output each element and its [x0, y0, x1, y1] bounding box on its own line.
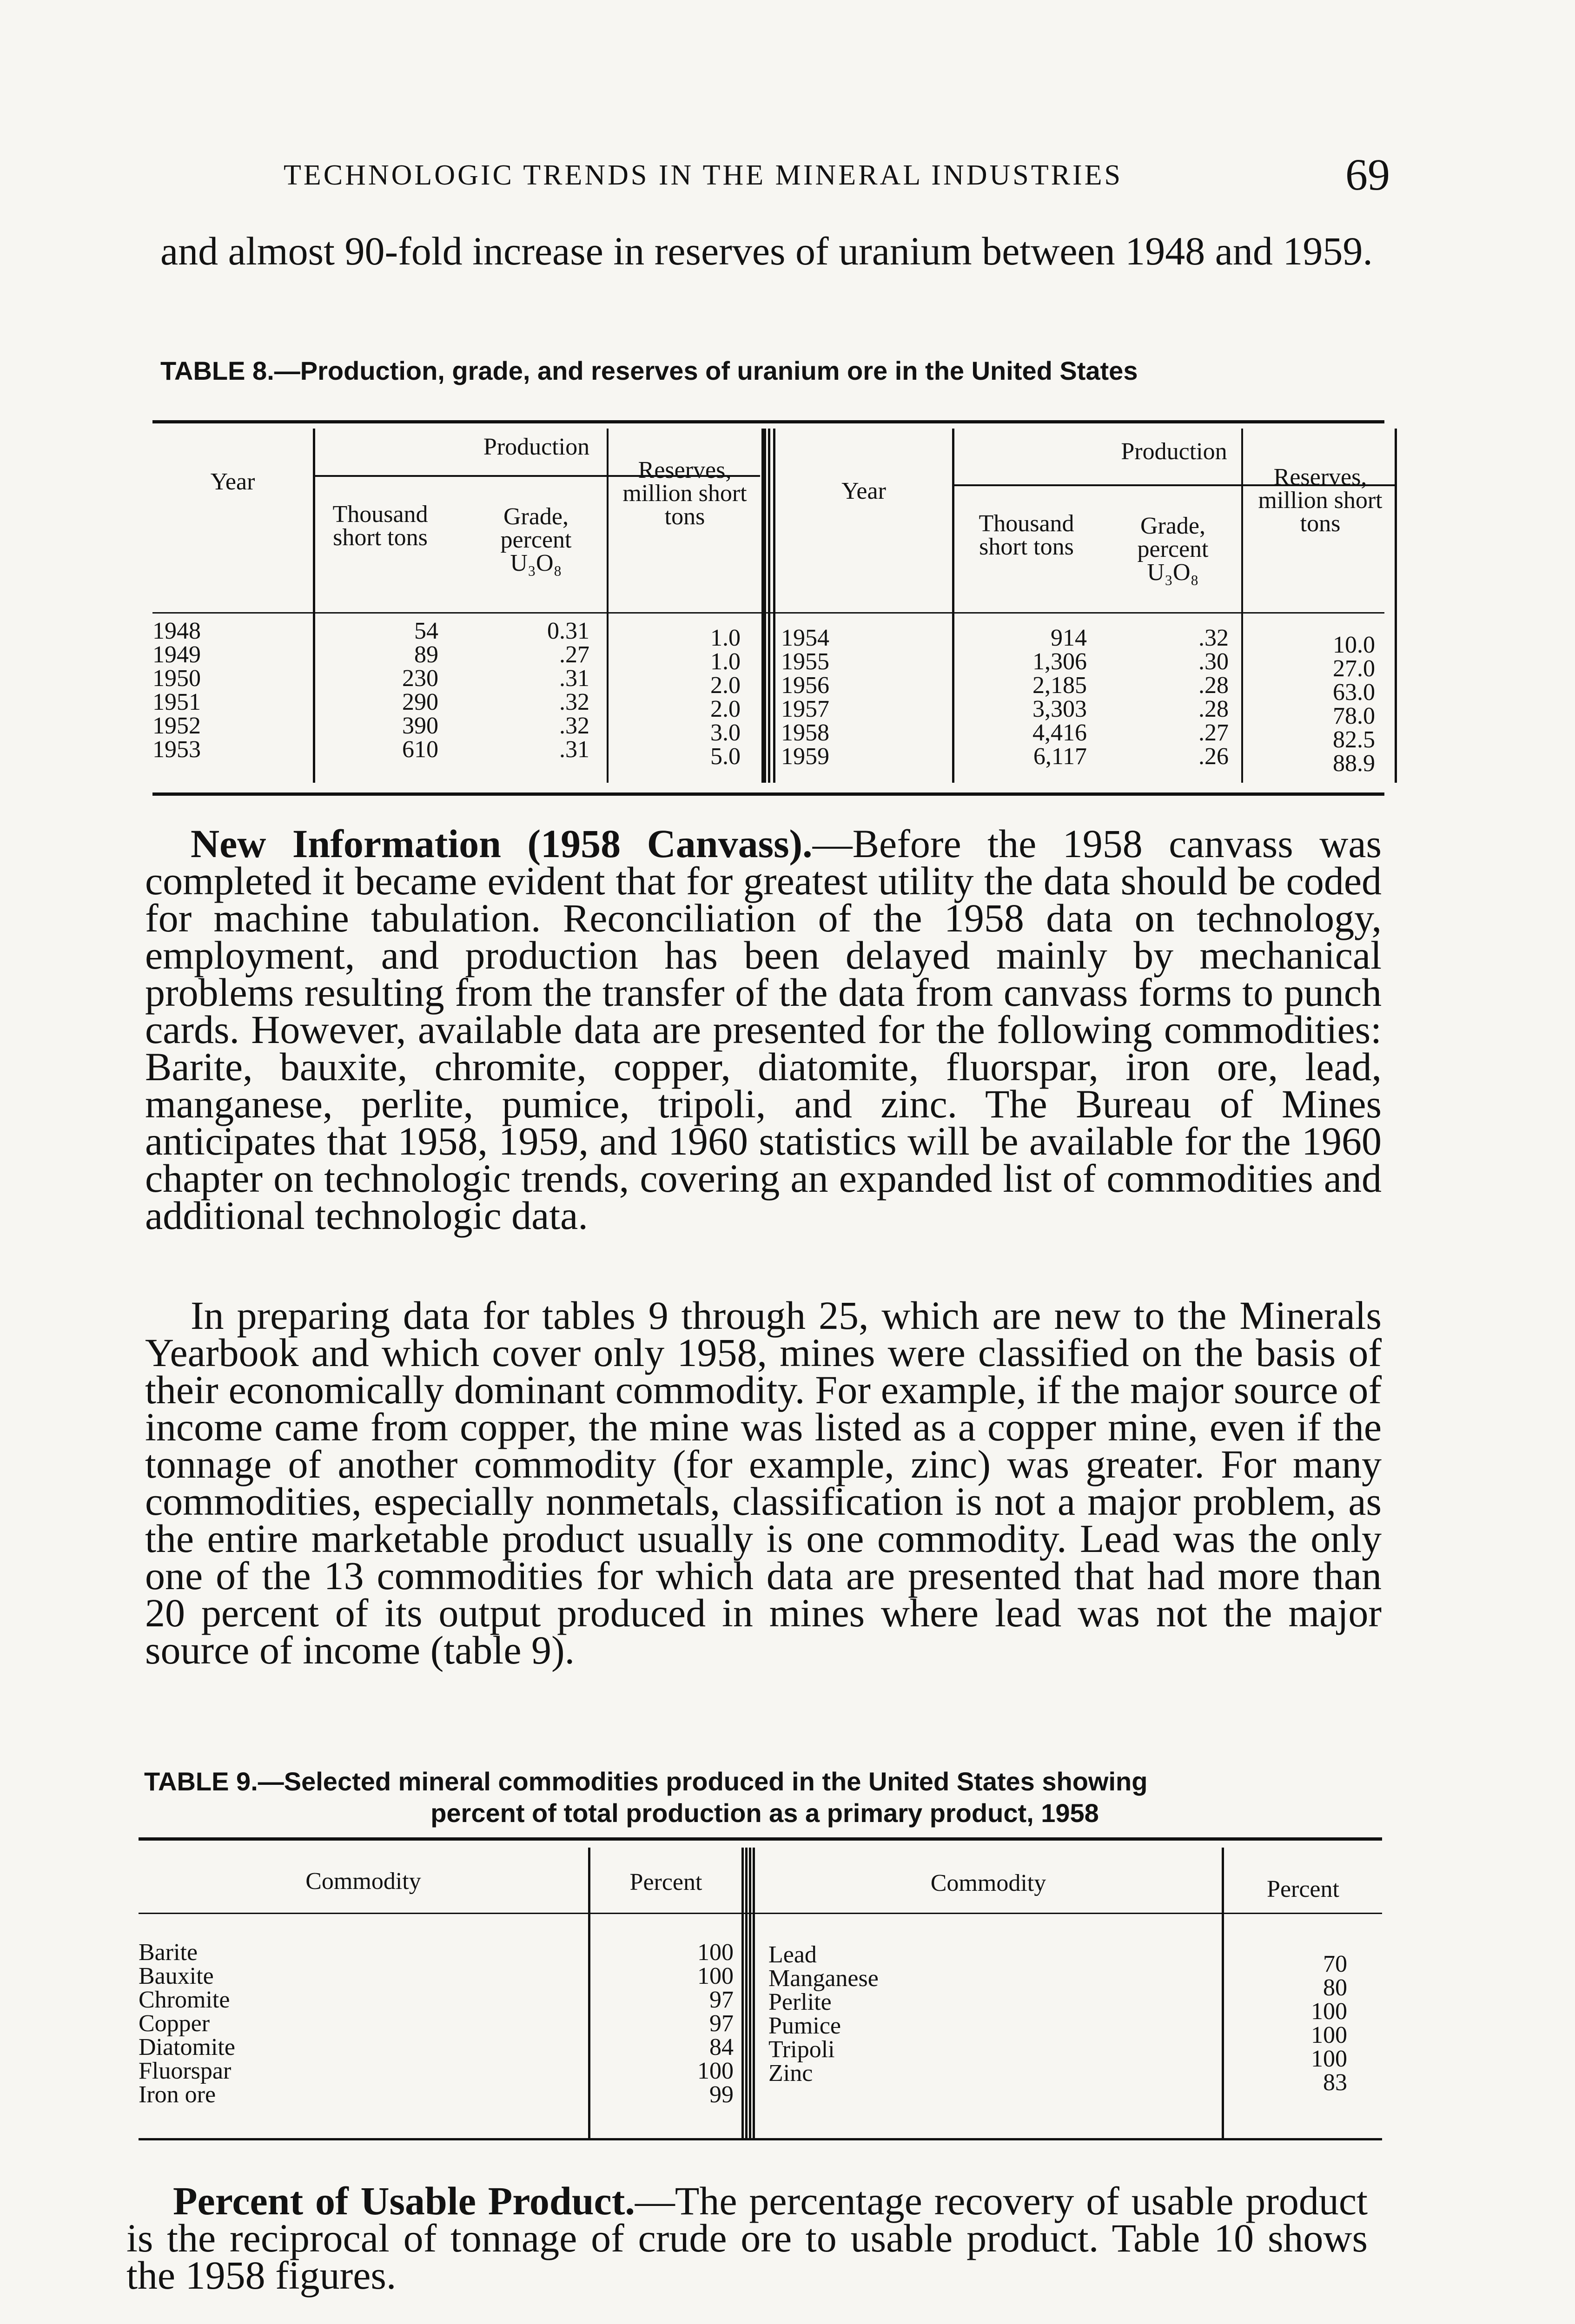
table-cell: .31: [559, 736, 589, 763]
table-row-year: 1958: [781, 720, 829, 746]
tables-paragraph: In preparing data for tables 9 through 25, which are new to the Minerals Yearbook and which cover only 1958, mines were classified on the basis of their economically dominant commodity. For example, if the major source of income came from copper, the mine was listed as a copper mine, even if the tonnage of another commodity (for example, zinc) was greater. For many commodities, especially nonmetals, classification is not a major problem, as the entire marketable product usually is one commodity. Lead was the only one of the 13 commodities for which data are presented that had more than 20 percent of its output produced in mines where lead was not the major source of income (table 9).: [145, 1293, 1382, 1672]
table-cell: .30: [1198, 648, 1229, 675]
table-row-commodity: Perlite: [768, 1989, 832, 2015]
table-cell: 88.9: [1333, 750, 1375, 777]
table-cell: 610: [402, 736, 438, 763]
table8-production-right: [985, 626, 1087, 768]
table-row-year: 1957: [781, 696, 829, 722]
table8-header-year-right: Year: [841, 478, 886, 504]
table-cell: 54: [414, 618, 438, 644]
table8-header-thousand-tons-left: Thousand short tons: [332, 501, 428, 551]
table-row-commodity: Manganese: [768, 1965, 879, 1992]
table-cell: 230: [402, 665, 438, 692]
table-row-year: 1952: [152, 713, 201, 739]
table-cell: 63.0: [1333, 679, 1375, 706]
table-cell: .26: [1198, 743, 1229, 770]
table-cell: 100: [697, 1963, 734, 1989]
table-cell: 2.0: [710, 672, 741, 699]
table-cell: 1.0: [710, 648, 741, 675]
table9-header-commodity-left: Commodity: [305, 1868, 421, 1895]
table-cell: 97: [709, 1987, 734, 2013]
table-cell: 82.5: [1333, 726, 1375, 753]
table-row-year: 1948: [152, 618, 201, 644]
table-row-commodity: Copper: [139, 2010, 210, 2037]
table8-reserves-left: [664, 626, 741, 768]
table-row-year: 1949: [152, 641, 201, 668]
table-cell: 100: [1311, 2046, 1347, 2072]
new-information-heading: New Information (1958 Canvass).: [191, 821, 813, 866]
table-row-year: 1956: [781, 672, 829, 699]
table-cell: 70: [1323, 1951, 1347, 1977]
table-row-year: 1954: [781, 625, 829, 651]
table-cell: 390: [402, 713, 438, 739]
table8-header-year-left: Year: [210, 469, 255, 495]
table-cell: 83: [1323, 2069, 1347, 2096]
table-cell: 290: [402, 689, 438, 715]
table-cell: .27: [1198, 720, 1229, 746]
table-row-year: 1955: [781, 648, 829, 675]
table-row-commodity: Chromite: [139, 1987, 230, 2013]
table-cell: 100: [1311, 2022, 1347, 2048]
table-row-commodity: Diatomite: [139, 2034, 235, 2060]
table-cell: 6,117: [1033, 743, 1087, 770]
table-row-year: 1959: [781, 743, 829, 770]
table-cell: .27: [559, 641, 589, 668]
table-row-year: 1953: [152, 736, 201, 763]
table-cell: 100: [697, 2058, 734, 2084]
table-cell: 84: [709, 2034, 734, 2060]
table-cell: 100: [697, 1939, 734, 1966]
table9-commodities-left: [139, 1941, 580, 2106]
table-row-commodity: Fluorspar: [139, 2058, 232, 2084]
table-cell: 5.0: [710, 743, 741, 770]
usable-product-heading: Percent of Usable Product.: [173, 2179, 635, 2223]
table9-percents-right: [1273, 1952, 1347, 2094]
table-cell: 80: [1323, 1974, 1347, 2001]
table9-header-percent-right: Percent: [1267, 1876, 1339, 1902]
table9-commodities-right: [768, 1943, 1215, 2085]
table9-percents-left: [650, 1941, 734, 2106]
table-row-commodity: Tripoli: [768, 2036, 835, 2063]
table-cell: .28: [1198, 672, 1229, 699]
usable-product-text: —The percentage recovery of usable product is the reciprocal of tonnage of crude ore to usable product. Table 10 shows the 1958 figures.: [126, 2179, 1368, 2298]
table-cell: .32: [559, 713, 589, 739]
table-cell: 78.0: [1333, 703, 1375, 729]
table-cell: .32: [1198, 625, 1229, 651]
table-cell: 3,303: [1032, 696, 1087, 722]
table8-header-production-left: Production: [483, 434, 590, 460]
new-information-paragraph: [145, 821, 1382, 1238]
table-cell: 2.0: [710, 696, 741, 722]
table-row-commodity: Lead: [768, 1941, 817, 1968]
table8-grade-left: [510, 619, 589, 761]
table8-grade-right: [1152, 626, 1229, 768]
table9-header-percent-left: Percent: [629, 1869, 702, 1895]
new-information-text: —Before the 1958 canvass was completed it became evident that for greatest utility the data should be coded for machine tabulation. Reconciliation of the 1958 data on technology, employment, and production has been delayed mainly by mechanical problems resulting from the transfer of the data from canvass forms to punch cards. However, available data are presented for the following commodities: Barite, bauxite, chromite, copper, diatomite, fluorspar, iron ore, lead, manganese, perlite, pumice, tripoli, and zinc. The Bureau of Mines anticipates that 1958, 1959, and 1960 statistics will be available for the 1960 chapter on technologic trends, covering an expanded list of commodities and additional technologic data.: [145, 821, 1382, 1238]
table-cell: 99: [709, 2081, 734, 2108]
table8-header-thousand-tons-right: Thousand short tons: [979, 510, 1074, 560]
table8-production-left: [352, 619, 438, 761]
table-cell: 914: [1051, 625, 1087, 651]
table-cell: 1,306: [1032, 648, 1087, 675]
table9-caption-line1: TABLE 9.—Selected mineral commodities produced in the United States showing: [144, 1767, 1148, 1796]
table8-header-production-right: Production: [1121, 438, 1227, 465]
table8-header-grade-right: Grade, percent U₃O₈: [1137, 513, 1209, 586]
table-cell: 3.0: [710, 720, 741, 746]
intro-paragraph: and almost 90-fold increase in reserves of uranium between 1948 and 1959.: [160, 229, 1373, 273]
table-cell: 0.31: [547, 618, 589, 644]
table8-years-left: [152, 619, 311, 761]
table-cell: 97: [709, 2010, 734, 2037]
table9-caption-line2: percent of total production as a primary product, 1958: [430, 1798, 1099, 1828]
table-cell: 27.0: [1333, 655, 1375, 682]
table-cell: 10.0: [1333, 632, 1375, 658]
table8: [152, 415, 1384, 796]
table8-years-right: [781, 626, 948, 768]
table-row-year: 1951: [152, 689, 201, 715]
running-title: TECHNOLOGIC TRENDS IN THE MINERAL INDUSTRIES: [284, 159, 1123, 191]
table-cell: .31: [559, 665, 589, 692]
table9: [139, 1834, 1382, 2140]
table8-header-reserves-right: Reserves, million short tons: [1258, 464, 1383, 537]
table9-header-commodity-right: Commodity: [930, 1870, 1046, 1896]
table8-caption: TABLE 8.—Production, grade, and reserves of uranium ore in the United States: [160, 356, 1138, 385]
table8-header-reserves-left: Reserves, million short tons: [622, 457, 747, 530]
table-row-commodity: Barite: [139, 1939, 198, 1966]
table-cell: 100: [1311, 1998, 1347, 2025]
page-number: 69: [1345, 150, 1390, 199]
table-row-year: 1950: [152, 665, 201, 692]
table-cell: 2,185: [1032, 672, 1087, 699]
running-header: [284, 149, 1390, 200]
table-row-commodity: Zinc: [768, 2060, 813, 2086]
table-cell: 1.0: [710, 625, 741, 651]
table-cell: .32: [559, 689, 589, 715]
table-row-commodity: Pumice: [768, 2013, 841, 2039]
table-cell: .28: [1198, 696, 1229, 722]
usable-product-paragraph: [126, 2179, 1368, 2298]
table-cell: 4,416: [1032, 720, 1087, 746]
table-row-commodity: Bauxite: [139, 1963, 214, 1989]
table8-reserves-right: [1287, 633, 1375, 775]
table-cell: 89: [414, 641, 438, 668]
table8-header-grade-left: Grade, percent U₃O₈: [500, 503, 572, 576]
table-row-commodity: Iron ore: [139, 2081, 216, 2108]
